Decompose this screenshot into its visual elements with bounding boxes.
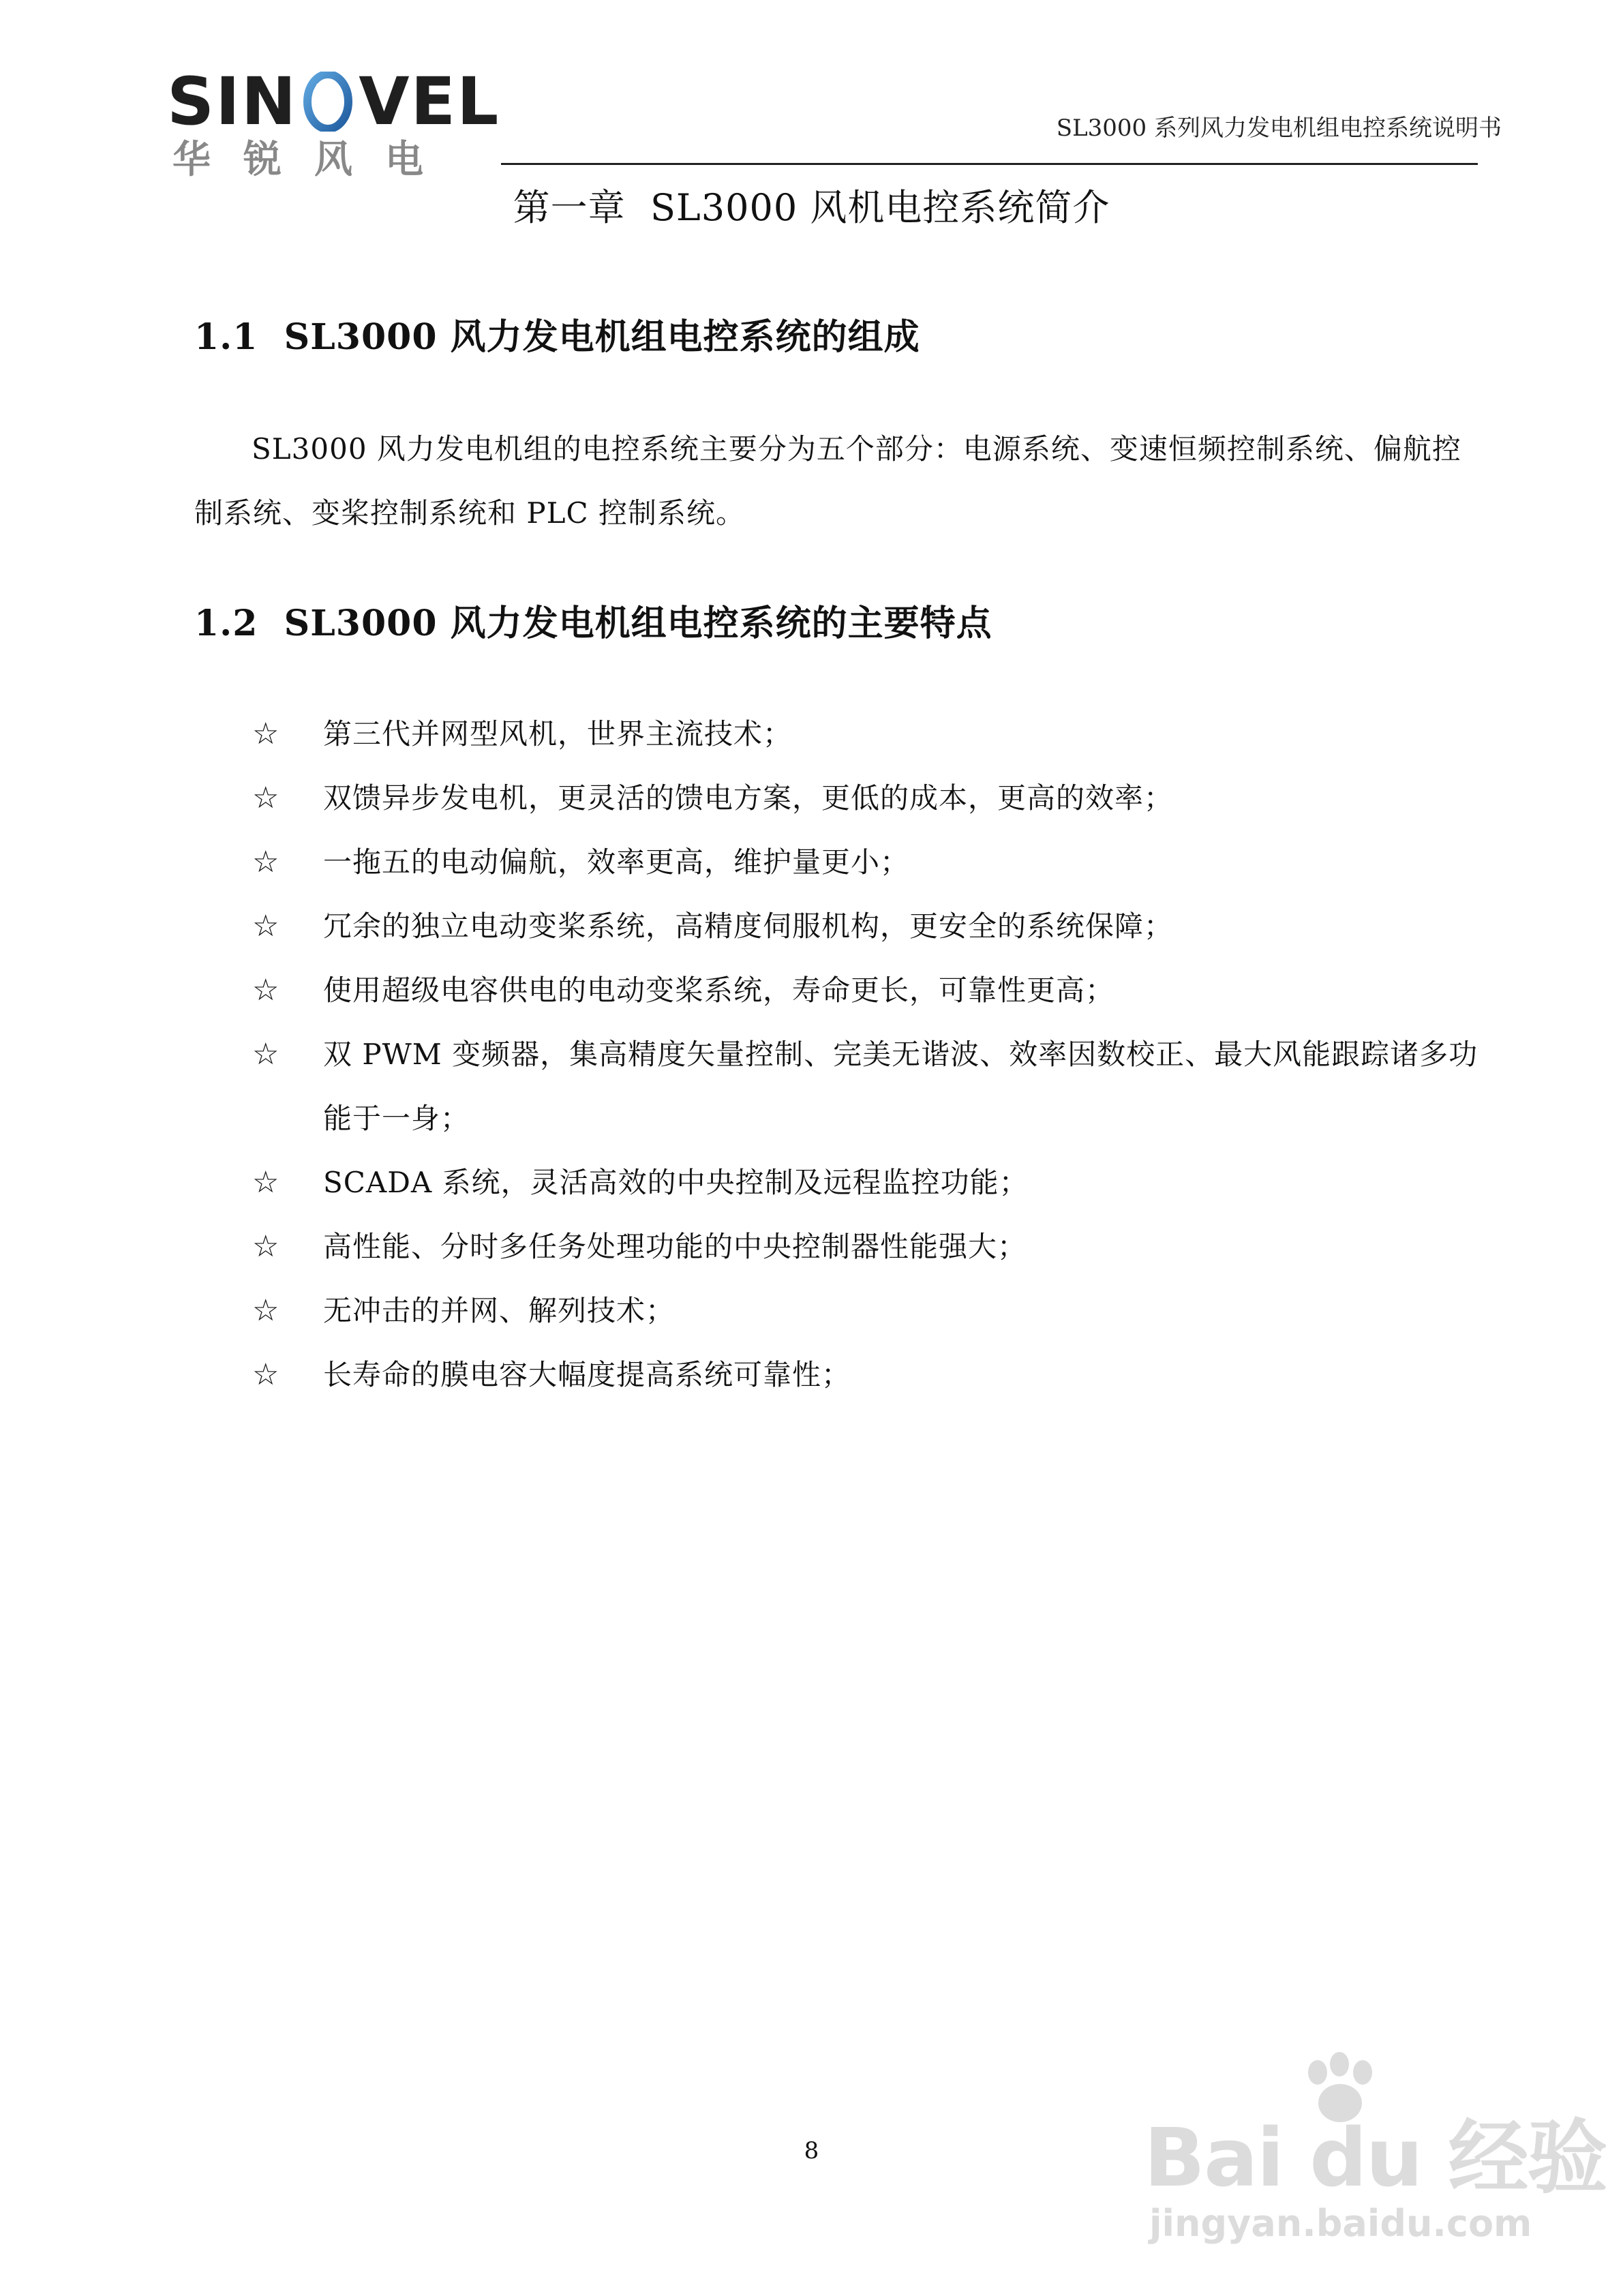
feature-text: 一拖五的电动偏航，效率更高，维护量更小； [323,845,910,879]
section-heading-1-1: 1.1 SL3000 风力发电机组电控系统的组成 [194,316,920,358]
section-1-1-paragraph: SL3000 风力发电机组的电控系统主要分为五个部分：电源系统、变速恒频控制系统、偏航控制系统、变桨控制系统和 PLC 控制系统。 [194,432,1461,530]
sinovel-logo [167,63,501,184]
logo-swirl-icon [303,72,353,132]
baidu-jingyan-watermark [1144,2052,1607,2256]
star-bullet-icon: ☆ [252,1165,280,1200]
feature-text: 高性能、分时多任务处理功能的中央控制器性能强大； [323,1230,1027,1263]
list-item [252,1151,1500,1215]
list-item [252,1343,1500,1407]
list-item [252,1279,1500,1343]
star-bullet-icon: ☆ [252,1229,280,1264]
list-item [252,830,1500,894]
star-bullet-icon: ☆ [252,781,280,815]
feature-text: 第三代并网型风机，世界主流技术； [323,717,793,751]
star-bullet-icon: ☆ [252,845,280,879]
feature-text: 长寿命的膜电容大幅度提高系统可靠性； [323,1358,851,1391]
logo-text-suffix: VEL [359,63,500,140]
list-item [252,702,1500,766]
star-bullet-icon: ☆ [252,973,280,1008]
chapter-title: 第一章 SL3000 风机电控系统简介 [513,186,1110,229]
watermark-url: jingyan.baidu.com [1149,2202,1532,2245]
logo-chinese-name: 华锐风电 [172,138,456,182]
list-item [252,1215,1500,1279]
list-item [252,766,1500,830]
star-bullet-icon: ☆ [252,1293,280,1328]
feature-text: 冗余的独立电动变桨系统，高精度伺服机构，更安全的系统保障； [323,909,1174,943]
logo-wordmark [167,63,500,140]
page-number: 8 [804,2137,819,2164]
watermark-brand: Bai du 经验 [1144,2111,1607,2205]
feature-text: 无冲击的并网、解列技术； [323,1294,676,1327]
section-heading-1-2: 1.2 SL3000 风力发电机组电控系统的主要特点 [194,603,992,644]
list-item [252,894,1500,958]
list-item [252,958,1500,1023]
feature-text: 双馈异步发电机，更灵活的馈电方案，更低的成本，更高的效率； [323,781,1174,815]
running-header-title: SL3000 系列风力发电机组电控系统说明书 [1056,115,1502,142]
feature-text: SCADA 系统，灵活高效的中央控制及远程监控功能； [323,1166,1029,1199]
logo-text-prefix: SIN [167,63,298,140]
star-bullet-icon: ☆ [252,1357,280,1392]
feature-text: 双 PWM 变频器，集高精度矢量控制、完美无谐波、效率因数校正、最大风能跟踪诸多功能于一身； [323,1038,1478,1135]
star-bullet-icon: ☆ [252,909,280,943]
list-item [252,1023,1500,1151]
feature-list [252,702,1500,1407]
feature-text: 使用超级电容供电的电动变桨系统，寿命更长，可靠性更高； [323,973,1115,1007]
star-bullet-icon: ☆ [252,716,280,751]
star-bullet-icon: ☆ [252,1037,280,1072]
header-divider [501,163,1478,165]
